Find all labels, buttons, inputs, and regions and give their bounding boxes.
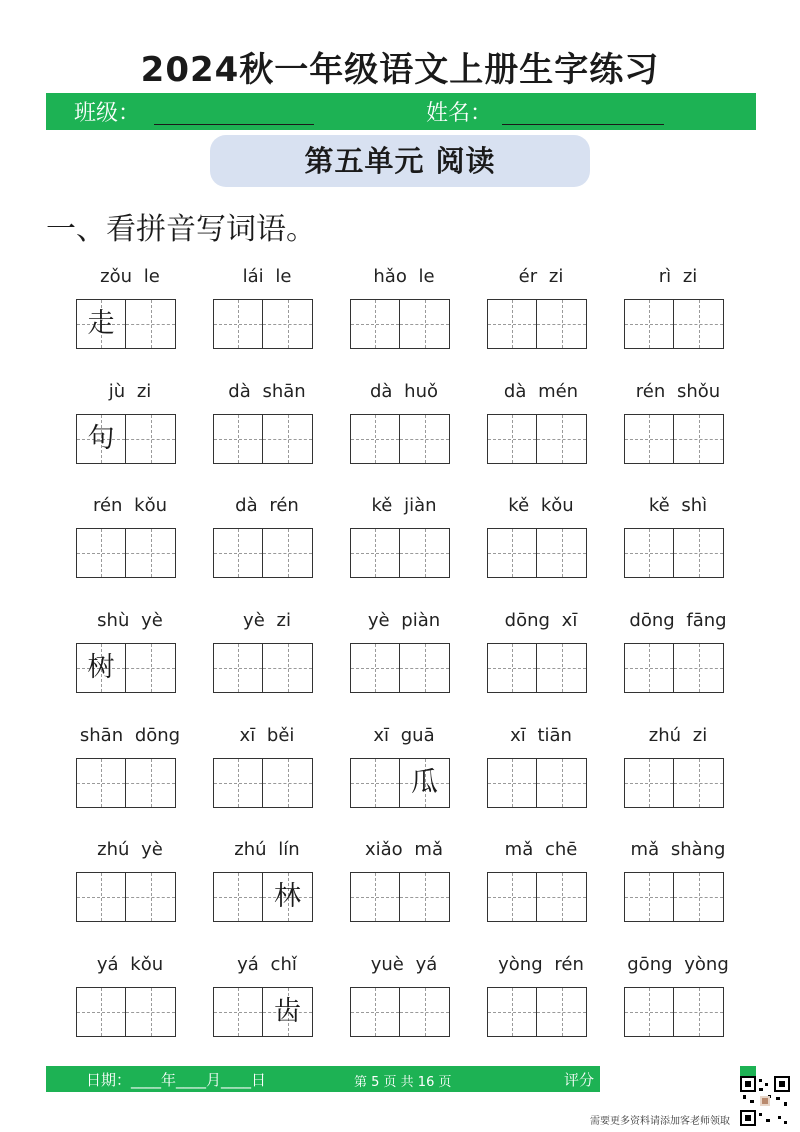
example-character <box>488 873 536 921</box>
pinyin-label: zhú yè <box>97 839 163 860</box>
character-box[interactable] <box>126 414 176 464</box>
pinyin-label: hǎo le <box>373 266 435 287</box>
example-character <box>625 529 673 577</box>
example-character <box>77 529 125 577</box>
word-item <box>207 495 327 605</box>
pinyin-label: ér zi <box>518 266 564 287</box>
character-box[interactable] <box>350 872 400 922</box>
character-box[interactable] <box>674 299 724 349</box>
character-box[interactable] <box>350 528 400 578</box>
example-character <box>214 873 262 921</box>
word-item <box>207 266 327 376</box>
pinyin-label: yuè yá <box>370 954 438 975</box>
writing-boxes <box>624 643 724 693</box>
writing-boxes <box>487 299 587 349</box>
word-item <box>344 495 464 605</box>
example-character <box>214 415 262 463</box>
example-character <box>77 873 125 921</box>
character-box[interactable] <box>126 872 176 922</box>
pinyin-label: xiǎo mǎ <box>365 839 443 860</box>
word-item <box>70 839 190 949</box>
character-box[interactable] <box>76 872 126 922</box>
character-box[interactable] <box>76 528 126 578</box>
word-item <box>618 266 738 376</box>
example-character <box>214 644 262 692</box>
score-label: 评分 <box>564 1071 595 1089</box>
example-character <box>488 529 536 577</box>
character-box[interactable] <box>537 643 587 693</box>
character-box[interactable] <box>537 528 587 578</box>
writing-boxes <box>350 414 450 464</box>
date-field: 日期：____年____月____日 <box>86 1071 267 1089</box>
character-box[interactable] <box>537 872 587 922</box>
character-box[interactable] <box>487 643 537 693</box>
pinyin-label: yè zi <box>243 610 291 631</box>
character-box[interactable] <box>213 643 263 693</box>
example-character <box>400 300 449 348</box>
character-box[interactable] <box>487 528 537 578</box>
character-box[interactable] <box>126 758 176 808</box>
writing-boxes <box>350 872 450 922</box>
character-box[interactable] <box>350 299 400 349</box>
pinyin-label: zǒu le <box>100 266 160 287</box>
example-character <box>488 415 536 463</box>
pinyin-label: shān dōng <box>79 725 181 746</box>
character-box[interactable] <box>263 299 313 349</box>
character-box[interactable] <box>350 758 400 808</box>
character-box[interactable] <box>126 643 176 693</box>
example-character <box>263 644 312 692</box>
example-character <box>126 988 175 1036</box>
example-character: 句 <box>87 423 115 454</box>
word-item <box>481 725 601 835</box>
example-character <box>126 300 175 348</box>
writing-boxes <box>624 987 724 1037</box>
writing-boxes <box>213 528 313 578</box>
pinyin-label: gōng yòng <box>627 954 729 975</box>
pinyin-label: dà shān <box>228 381 306 402</box>
character-box[interactable] <box>213 987 263 1037</box>
word-item <box>70 954 190 1064</box>
writing-boxes <box>213 987 313 1037</box>
character-box[interactable] <box>126 528 176 578</box>
example-character <box>488 300 536 348</box>
pinyin-label: lái le <box>242 266 292 287</box>
class-label: 班级： <box>74 101 141 126</box>
writing-boxes <box>213 643 313 693</box>
character-box[interactable] <box>674 872 724 922</box>
word-item <box>70 381 190 491</box>
character-box[interactable] <box>537 987 587 1037</box>
example-character <box>351 644 399 692</box>
writing-boxes <box>487 987 587 1037</box>
example-character: 树 <box>87 652 115 683</box>
example-character <box>625 415 673 463</box>
example-character <box>126 529 175 577</box>
example-character <box>488 988 536 1036</box>
character-box[interactable] <box>213 414 263 464</box>
qr-code-icon <box>740 1076 790 1126</box>
character-box[interactable] <box>213 758 263 808</box>
pinyin-label: yòng rén <box>498 954 584 975</box>
writing-boxes <box>624 299 724 349</box>
example-character <box>400 873 449 921</box>
character-box[interactable] <box>400 643 450 693</box>
writing-boxes <box>487 643 587 693</box>
example-character <box>625 300 673 348</box>
character-box[interactable] <box>624 987 674 1037</box>
pinyin-label: mǎ shàng <box>630 839 726 860</box>
pinyin-label: rén shǒu <box>635 381 721 402</box>
name-label: 姓名： <box>426 101 493 126</box>
character-box[interactable] <box>350 643 400 693</box>
writing-boxes <box>213 872 313 922</box>
character-box[interactable] <box>487 414 537 464</box>
character-box[interactable] <box>624 643 674 693</box>
writing-boxes <box>487 758 587 808</box>
example-character <box>351 415 399 463</box>
example-character <box>263 529 312 577</box>
example-character <box>674 759 723 807</box>
example-character <box>537 644 586 692</box>
character-box[interactable] <box>674 987 724 1037</box>
word-item <box>207 725 327 835</box>
character-box[interactable] <box>213 299 263 349</box>
example-character <box>537 759 586 807</box>
character-box[interactable] <box>263 528 313 578</box>
word-item <box>481 381 601 491</box>
writing-boxes <box>213 758 313 808</box>
writing-boxes <box>487 528 587 578</box>
header-bar <box>46 93 756 130</box>
word-item <box>481 954 601 1064</box>
pinyin-label: rén kǒu <box>92 495 168 516</box>
example-character <box>674 529 723 577</box>
character-box[interactable] <box>674 414 724 464</box>
character-box[interactable] <box>674 643 724 693</box>
character-box[interactable] <box>263 643 313 693</box>
writing-boxes <box>213 299 313 349</box>
word-item <box>481 610 601 720</box>
pinyin-label: yè piàn <box>367 610 441 631</box>
page-number: 第 5 页 共 16 页 <box>354 1075 452 1090</box>
character-box[interactable] <box>76 643 126 693</box>
footer-overlay <box>600 1066 740 1092</box>
word-item <box>618 839 738 949</box>
word-item <box>344 266 464 376</box>
example-character <box>126 415 175 463</box>
pinyin-label: xī běi <box>239 725 295 746</box>
example-character <box>263 300 312 348</box>
character-box[interactable] <box>487 299 537 349</box>
example-character <box>77 759 125 807</box>
word-item <box>70 495 190 605</box>
example-character <box>625 644 673 692</box>
example-character <box>351 873 399 921</box>
example-character <box>351 300 399 348</box>
example-character: 林 <box>274 881 301 912</box>
character-box[interactable] <box>400 299 450 349</box>
example-character <box>263 415 312 463</box>
character-box[interactable] <box>624 414 674 464</box>
character-box[interactable] <box>624 299 674 349</box>
character-box[interactable] <box>674 528 724 578</box>
writing-boxes <box>624 872 724 922</box>
word-item <box>481 266 601 376</box>
character-box[interactable] <box>76 299 126 349</box>
pinyin-label: kě kǒu <box>508 495 574 516</box>
word-item <box>344 725 464 835</box>
example-character <box>674 873 723 921</box>
word-item <box>70 610 190 720</box>
unit-heading: 第五单元 阅读 <box>210 135 590 187</box>
character-box[interactable] <box>350 414 400 464</box>
writing-boxes <box>350 758 450 808</box>
example-character <box>674 644 723 692</box>
example-character <box>537 300 586 348</box>
example-character <box>488 644 536 692</box>
word-item <box>344 381 464 491</box>
example-character <box>674 988 723 1036</box>
page-title: 2024秋一年级语文上册生字练习 <box>140 50 660 90</box>
example-character <box>126 759 175 807</box>
pinyin-label: zhú lín <box>234 839 300 860</box>
character-box[interactable] <box>487 987 537 1037</box>
writing-boxes <box>76 528 176 578</box>
pinyin-label: shù yè <box>97 610 163 631</box>
pinyin-label: dōng xī <box>504 610 578 631</box>
example-character <box>400 415 449 463</box>
example-character <box>674 415 723 463</box>
character-box[interactable] <box>400 987 450 1037</box>
pinyin-label: dà huǒ <box>369 381 438 402</box>
writing-boxes <box>624 528 724 578</box>
pinyin-label: yá kǒu <box>96 954 164 975</box>
pinyin-label: dà mén <box>503 381 579 402</box>
writing-boxes <box>624 758 724 808</box>
pinyin-label: yá chǐ <box>237 954 297 975</box>
example-character: 走 <box>87 308 115 339</box>
writing-boxes <box>487 872 587 922</box>
character-box[interactable] <box>537 414 587 464</box>
word-item <box>207 839 327 949</box>
word-item <box>70 725 190 835</box>
example-character: 瓜 <box>411 767 438 798</box>
example-character <box>126 644 175 692</box>
word-item <box>207 381 327 491</box>
character-box[interactable] <box>76 758 126 808</box>
example-character <box>351 759 399 807</box>
example-character <box>488 759 536 807</box>
writing-boxes <box>624 414 724 464</box>
character-box[interactable] <box>76 987 126 1037</box>
character-box[interactable] <box>624 872 674 922</box>
character-box[interactable] <box>400 414 450 464</box>
pinyin-label: xī guā <box>373 725 435 746</box>
example-character <box>674 300 723 348</box>
example-character <box>214 300 262 348</box>
example-character <box>625 873 673 921</box>
writing-boxes <box>76 414 176 464</box>
word-item <box>481 495 601 605</box>
word-item <box>618 725 738 835</box>
character-box[interactable] <box>400 872 450 922</box>
writing-boxes <box>350 299 450 349</box>
character-box[interactable] <box>537 758 587 808</box>
class-field[interactable] <box>154 124 314 125</box>
writing-boxes <box>76 758 176 808</box>
writing-boxes <box>350 987 450 1037</box>
word-item <box>344 610 464 720</box>
writing-boxes <box>213 414 313 464</box>
word-item <box>70 266 190 376</box>
character-box[interactable] <box>126 299 176 349</box>
word-item <box>344 954 464 1064</box>
pinyin-label: jù zi <box>108 381 152 402</box>
word-item <box>618 610 738 720</box>
character-box[interactable] <box>213 528 263 578</box>
pinyin-label: mǎ chē <box>504 839 578 860</box>
character-box[interactable] <box>400 528 450 578</box>
example-character <box>263 759 312 807</box>
character-box[interactable] <box>350 987 400 1037</box>
example-character <box>351 988 399 1036</box>
character-box[interactable] <box>624 758 674 808</box>
name-field[interactable] <box>502 124 664 125</box>
character-box[interactable] <box>624 528 674 578</box>
character-box[interactable] <box>213 872 263 922</box>
writing-boxes <box>76 299 176 349</box>
character-box[interactable] <box>537 299 587 349</box>
character-box[interactable] <box>76 414 126 464</box>
example-character <box>625 759 673 807</box>
writing-boxes <box>487 414 587 464</box>
section-title: 一、看拼音写词语。 <box>46 212 316 247</box>
pinyin-label: xī tiān <box>510 725 572 746</box>
example-character <box>537 873 586 921</box>
example-character <box>400 644 449 692</box>
word-item <box>207 954 327 1064</box>
word-item <box>618 954 738 1064</box>
character-box[interactable] <box>263 987 313 1037</box>
pinyin-label: kě shì <box>648 495 708 516</box>
character-box[interactable] <box>263 872 313 922</box>
example-character <box>625 988 673 1036</box>
character-box[interactable] <box>487 758 537 808</box>
writing-boxes <box>350 643 450 693</box>
footer-note: 需要更多资料请添加客老师领取 <box>590 1116 730 1127</box>
example-character <box>126 873 175 921</box>
writing-boxes <box>76 987 176 1037</box>
word-item <box>207 610 327 720</box>
character-box[interactable] <box>263 414 313 464</box>
pinyin-label: dà rén <box>235 495 299 516</box>
example-character <box>537 529 586 577</box>
word-item <box>481 839 601 949</box>
writing-boxes <box>350 528 450 578</box>
character-box[interactable] <box>674 758 724 808</box>
example-character <box>77 988 125 1036</box>
example-character <box>537 415 586 463</box>
example-character: 齿 <box>274 996 301 1027</box>
word-item <box>344 839 464 949</box>
example-character <box>214 988 262 1036</box>
word-item <box>618 381 738 491</box>
writing-boxes <box>76 872 176 922</box>
example-character <box>400 988 449 1036</box>
word-item <box>618 495 738 605</box>
example-character <box>400 529 449 577</box>
example-character <box>537 988 586 1036</box>
character-box[interactable] <box>126 987 176 1037</box>
writing-boxes <box>76 643 176 693</box>
character-box[interactable] <box>263 758 313 808</box>
pinyin-label: zhú zi <box>648 725 708 746</box>
pinyin-label: kě jiàn <box>371 495 437 516</box>
pinyin-label: rì zi <box>658 266 698 287</box>
character-box[interactable] <box>400 758 450 808</box>
pinyin-label: dōng fāng <box>629 610 727 631</box>
example-character <box>214 759 262 807</box>
example-character <box>214 529 262 577</box>
example-character <box>351 529 399 577</box>
character-box[interactable] <box>487 872 537 922</box>
